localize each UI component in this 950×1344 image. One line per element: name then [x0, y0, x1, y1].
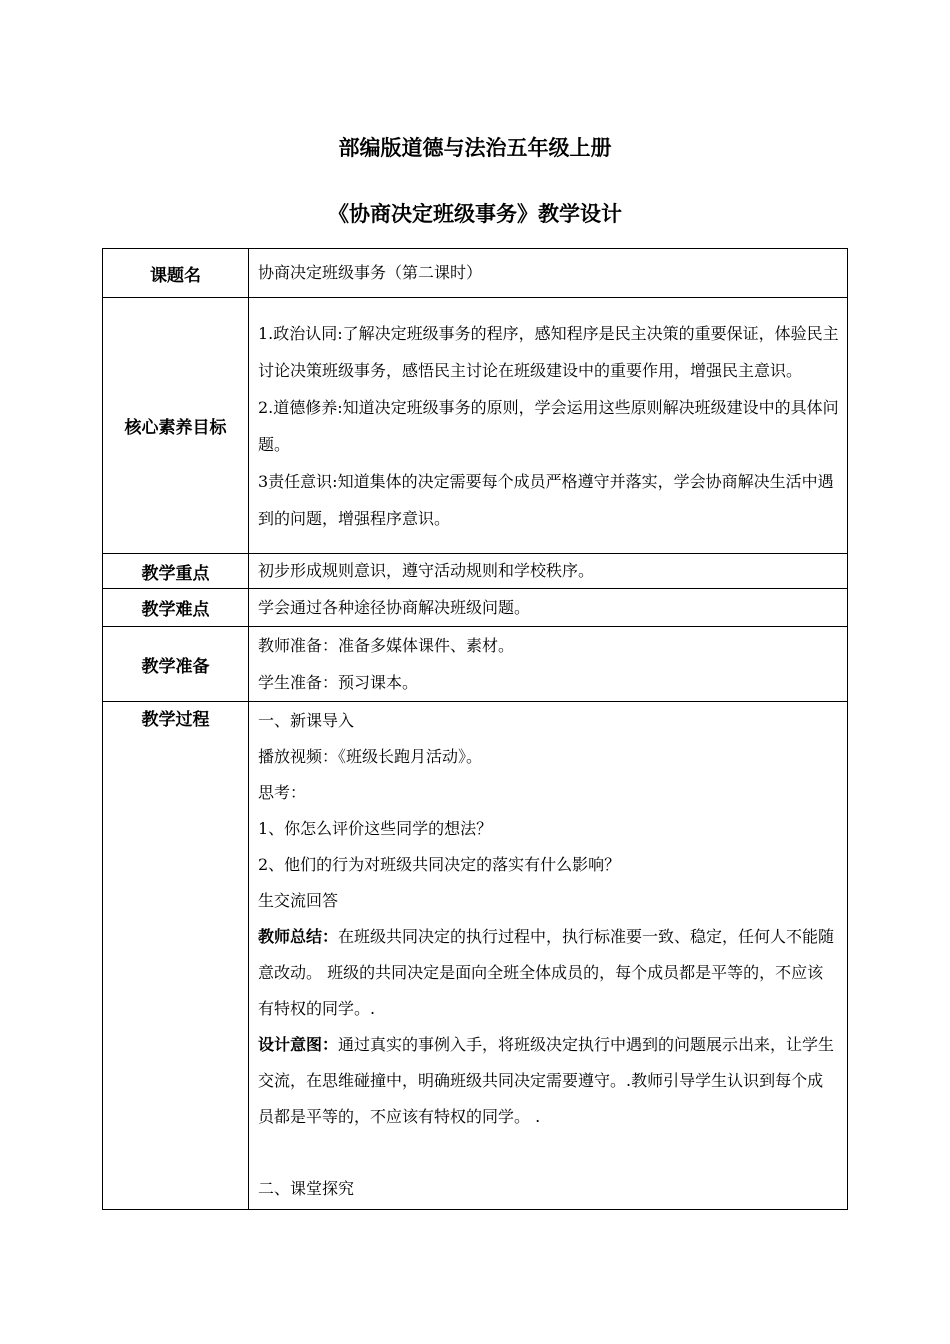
teacher-summary-text: 在班级共同决定的执行过程中，执行标准要一致、稳定，任何人不能随意改动。 班级的共同决定是面向全班全体成员的，每个成员都是平等的，不应该有特权的同学。.: [258, 927, 835, 1018]
student-preparation: 学生准备：预习课本。: [258, 673, 419, 692]
core-goal-item: 3责任意识:知道集体的决定需要每个成员严格遵守并落实，学会协商解决生活中遇到的问题，增强程序意识。: [258, 471, 834, 528]
topic-value: 协商决定班级事务（第二课时）: [249, 249, 848, 298]
process-section-heading: 一、新课导入: [258, 711, 355, 730]
process-video: 播放视频：《班级长跑月活动》。: [258, 747, 483, 766]
key-point-value: 初步形成规则意识，遵守活动规则和学校秩序。: [249, 554, 848, 589]
process-answer: 生交流回答: [258, 891, 339, 910]
design-intent: [258, 1027, 839, 1135]
table-row-process: [103, 702, 848, 1210]
difficulty-label: 教学难点: [103, 589, 249, 627]
key-point-label: 教学重点: [103, 554, 249, 589]
document-subtitle: 《协商决定班级事务》教学设计: [328, 202, 622, 226]
core-goals-content: [249, 298, 848, 554]
core-goals-label: 核心素养目标: [103, 298, 249, 554]
process-section-heading: 二、课堂探究: [258, 1179, 355, 1198]
process-question: 1、你怎么评价这些同学的想法？: [258, 819, 493, 838]
document-title: 部编版道德与法治五年级上册: [338, 136, 612, 160]
preparation-content: [249, 627, 848, 702]
table-row-difficulty: [103, 589, 848, 627]
topic-label: 课题名: [103, 249, 249, 298]
table-row-preparation: [103, 627, 848, 702]
teacher-summary: [258, 919, 839, 1027]
design-intent-label: 设计意图：: [258, 1035, 339, 1054]
table-row-topic: [103, 249, 848, 298]
difficulty-value: 学会通过各种途径协商解决班级问题。: [249, 589, 848, 627]
table-row-core-goals: [103, 298, 848, 554]
preparation-label: 教学准备: [103, 627, 249, 702]
process-label: 教学过程: [103, 702, 249, 1210]
blank-line: [258, 1135, 839, 1171]
process-content: [249, 702, 848, 1210]
table-row-key-point: [103, 554, 848, 589]
process-think: 思考：: [258, 783, 307, 802]
core-goal-item: 1.政治认同:了解决定班级事务的程序，感知程序是民主决策的重要保证，体验民主讨论决策班级事务，感悟民主讨论在班级建设中的重要作用，增强民主意识。: [258, 323, 839, 380]
design-intent-text: 通过真实的事例入手，将班级决定执行中遇到的问题展示出来，让学生交流，在思维碰撞中，明确班级共同决定需要遵守。.教师引导学生认识到每个成员都是平等的，不应该有特权的同学。 .: [258, 1035, 835, 1126]
teacher-summary-label: 教师总结：: [258, 927, 339, 946]
lesson-plan-table: [102, 248, 848, 1210]
process-question: 2、他们的行为对班级共同决定的落实有什么影响？: [258, 855, 621, 874]
teacher-preparation: 教师准备：准备多媒体课件、素材。: [258, 636, 515, 655]
core-goal-item: 2.道德修养:知道决定班级事务的原则，学会运用这些原则解决班级建设中的具体问题。: [258, 397, 839, 454]
